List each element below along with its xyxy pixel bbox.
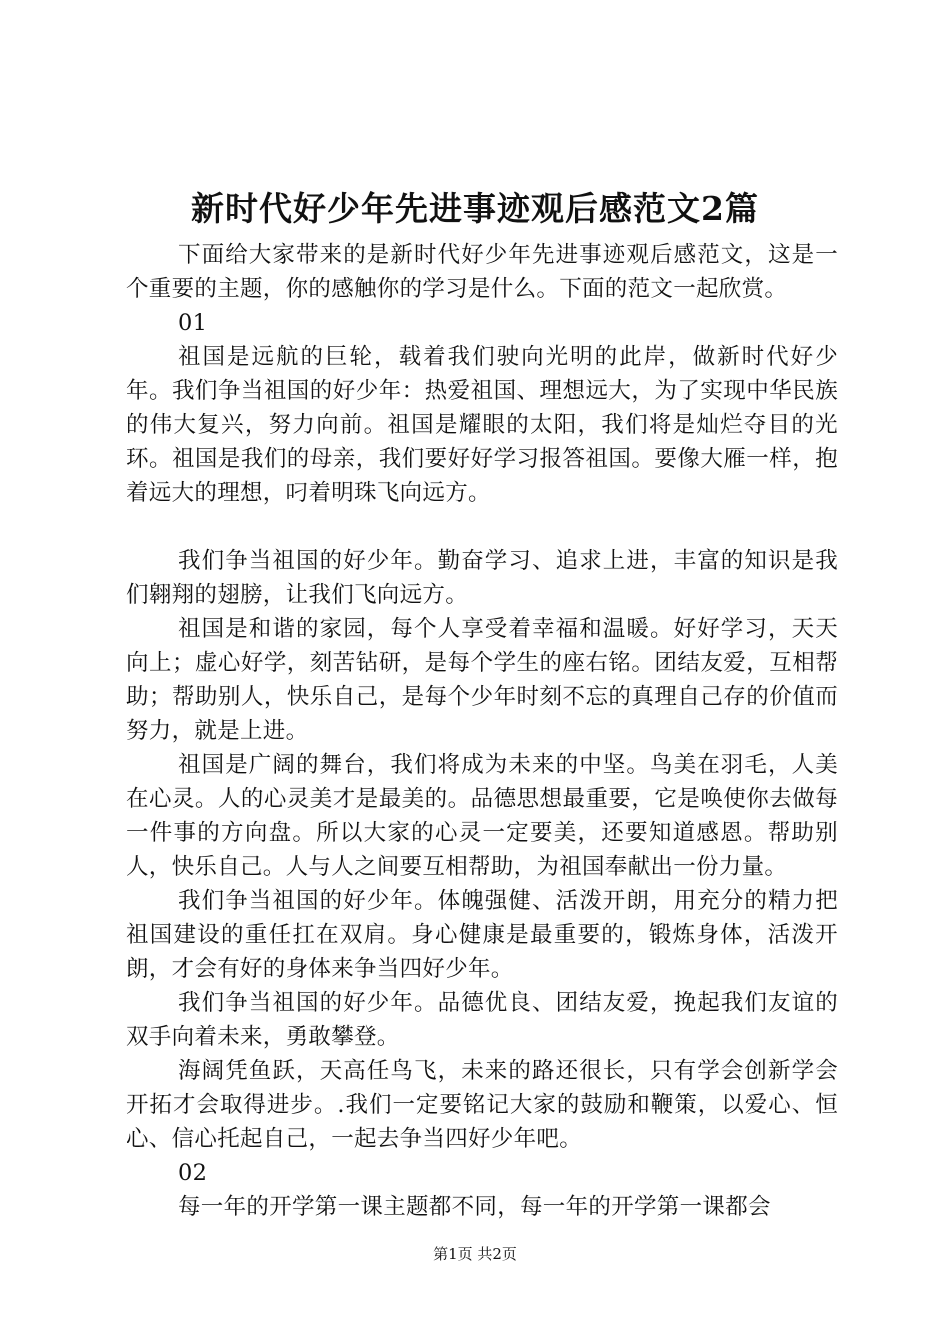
page-footer: 第1页 共2页 — [433, 1245, 517, 1263]
paragraph: 祖国是广阔的舞台，我们将成为未来的中坚。鸟美在羽毛，人美在心灵。人的心灵美才是最美的。品德思想最重要，它是唤使你去做每一件事的方向盘。所以大家的心灵一定要美，还要知道感恩。帮助别人，快乐自己。人与人之间要互相帮助，为祖国奉献出一份力量。 — [126, 752, 838, 880]
document-body — [126, 238, 838, 1224]
paragraph: 我们争当祖国的好少年。体魄强健、活泼开朗，用充分的精力把祖国建设的重任扛在双肩。身心健康是最重要的，锻炼身体，活泼开朗，才会有好的身体来争当四好少年。 — [126, 888, 838, 982]
paragraph: 海阔凭鱼跃，天高任鸟飞，未来的路还很长，只有学会创新学会开拓才会取得进步。.我们一定要铭记大家的鼓励和鞭策，以爱心、恒心、信心托起自己，一起去争当四好少年吧。 — [126, 1058, 838, 1152]
paragraph: 祖国是和谐的家园，每个人享受着幸福和温暖。好好学习，天天向上；虚心好学，刻苦钻研，是每个学生的座右铭。团结友爱，互相帮助；帮助别人，快乐自己，是每个少年时刻不忘的真理自己存的价值而努力，就是上进。 — [126, 616, 838, 744]
document-title: 新时代好少年先进事迹观后感范文2篇 — [191, 189, 759, 228]
paragraph: 我们争当祖国的好少年。品德优良、团结友爱，挽起我们友谊的双手向着未来，勇敢攀登。 — [126, 990, 838, 1050]
paragraph: 我们争当祖国的好少年。勤奋学习、追求上进，丰富的知识是我们翱翔的翅膀，让我们飞向远方。 — [126, 548, 838, 608]
section-number-01: 01 — [178, 310, 208, 336]
paragraph: 祖国是远航的巨轮，载着我们驶向光明的此岸，做新时代好少年。我们争当祖国的好少年：热爱祖国、理想远大，为了实现中华民族的伟大复兴，努力向前。祖国是耀眼的太阳，我们将是灿烂夺目的光环。祖国是我们的母亲，我们要好好学习报答祖国。要像大雁一样，抱着远大的理想，叼着明珠飞向远方。 — [126, 344, 838, 506]
paragraph-intro: 下面给大家带来的是新时代好少年先进事迹观后感范文，这是一个重要的主题，你的感触你的学习是什么。下面的范文一起欣赏。 — [126, 242, 838, 302]
paragraph: 每一年的开学第一课主题都不同，每一年的开学第一课都会 — [178, 1194, 771, 1220]
section-number-02: 02 — [178, 1160, 208, 1186]
